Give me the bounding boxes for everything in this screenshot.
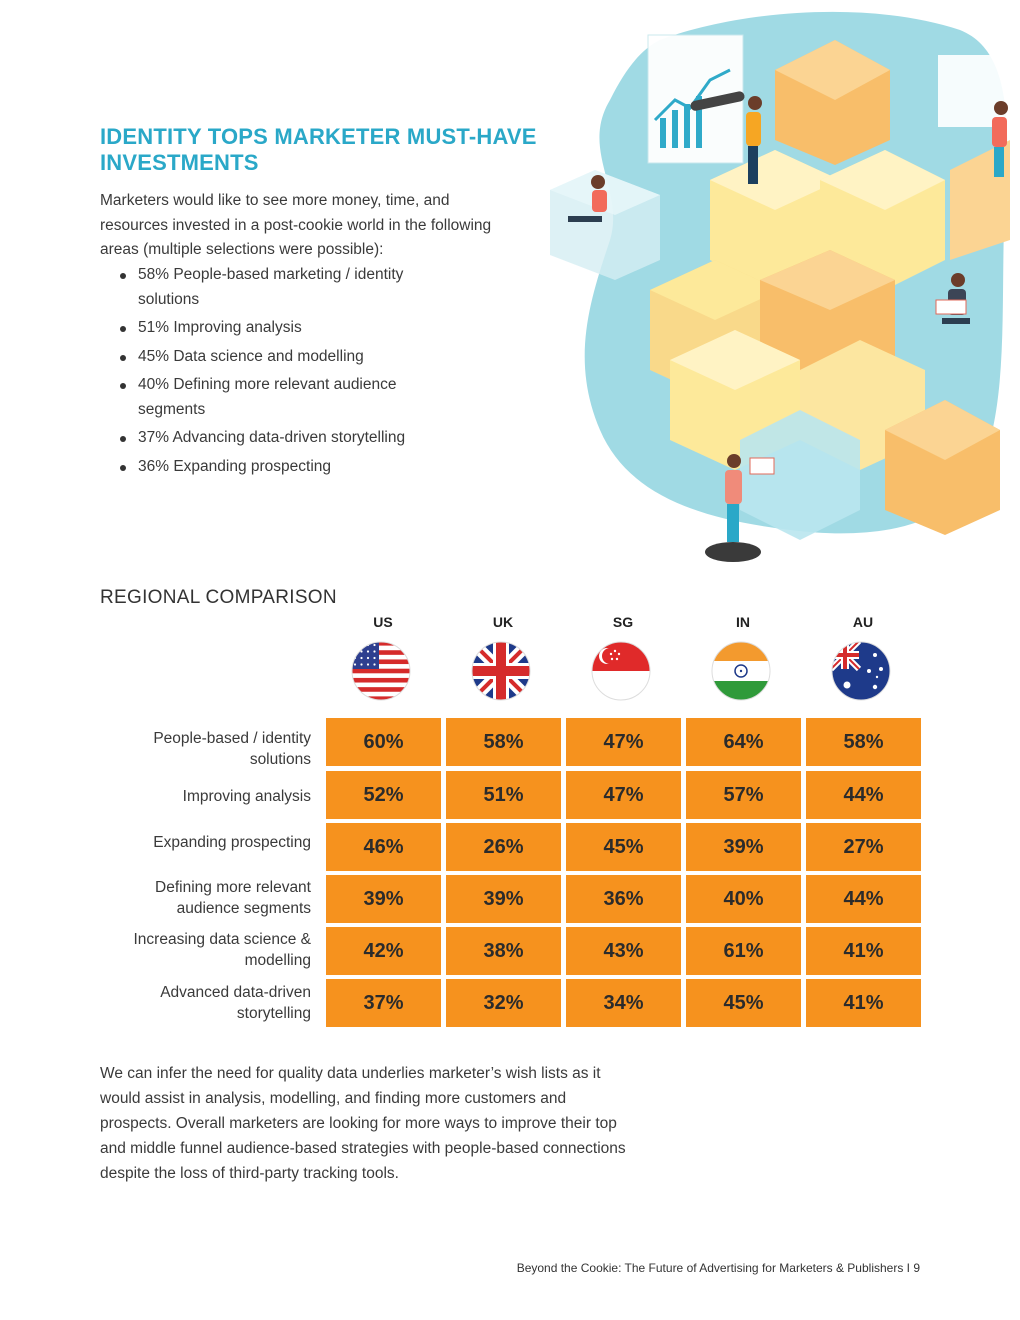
column-header-sg: SG xyxy=(612,614,634,630)
table-cell: 45% xyxy=(566,823,681,871)
investment-list-item: 58% People-based marketing / identity solutions xyxy=(100,263,460,312)
uk-flag-icon xyxy=(471,641,531,701)
table-cell: 26% xyxy=(446,823,561,871)
table-cell: 64% xyxy=(686,718,801,766)
row-label: Defining more relevant audience segments xyxy=(155,879,311,917)
row-label: Advanced data-driven storytelling xyxy=(160,984,311,1022)
table-cell: 38% xyxy=(446,927,561,975)
row-label: Increasing data science & modelling xyxy=(133,931,311,969)
table-cell: 45% xyxy=(686,979,801,1027)
page-footer: Beyond the Cookie: The Future of Advertising for Marketers & Publishers I 9 xyxy=(516,1261,920,1275)
table-cell: 60% xyxy=(326,718,441,766)
table-cell: 43% xyxy=(566,927,681,975)
table-cell: 47% xyxy=(566,771,681,819)
table-cell: 57% xyxy=(686,771,801,819)
table-cell: 61% xyxy=(686,927,801,975)
table-cell: 36% xyxy=(566,875,681,923)
us-flag-icon xyxy=(351,641,411,701)
column-header-au: AU xyxy=(852,614,874,630)
table-cell: 40% xyxy=(686,875,801,923)
row-label: Improving analysis xyxy=(182,788,311,805)
sg-flag-icon xyxy=(591,641,651,701)
table-cell: 27% xyxy=(806,823,921,871)
investment-list-item: 45% Data science and modelling xyxy=(100,345,460,370)
table-cell: 41% xyxy=(806,979,921,1027)
column-header-uk: UK xyxy=(492,614,514,630)
in-flag-icon xyxy=(711,641,771,701)
au-flag-icon xyxy=(831,641,891,701)
investment-list-item: 36% Expanding prospecting xyxy=(100,455,460,480)
investment-list-item: 37% Advancing data-driven storytelling xyxy=(100,426,460,451)
table-cell: 46% xyxy=(326,823,441,871)
table-cell: 42% xyxy=(326,927,441,975)
table-cell: 44% xyxy=(806,875,921,923)
conclusion-paragraph: We can infer the need for quality data underlies marketer’s wish lists as it would assist in analysis, modelling, and finding more customers and prospects. Overall marketers are looking for more ways to improve their top and middle funnel audience-based strategies with people-based connections despite the loss of third-party tracking tools. xyxy=(100,1065,626,1182)
table-cell: 51% xyxy=(446,771,561,819)
table-cell: 41% xyxy=(806,927,921,975)
table-cell: 47% xyxy=(566,718,681,766)
table-cell: 39% xyxy=(686,823,801,871)
intro-paragraph: Marketers would like to see more money, time, and resources invested in a post-cookie world in the following areas (multiple selections were possible): xyxy=(100,192,492,258)
table-cell: 39% xyxy=(326,875,441,923)
column-header-in: IN xyxy=(736,614,750,630)
table-cell: 34% xyxy=(566,979,681,1027)
investment-list xyxy=(100,263,460,483)
investment-list-item: 40% Defining more relevant audience segments xyxy=(100,373,460,422)
regional-comparison-title: REGIONAL COMPARISON xyxy=(100,587,337,608)
isometric-cubes-illustration xyxy=(540,0,1010,575)
table-cell: 58% xyxy=(806,718,921,766)
table-cell: 52% xyxy=(326,771,441,819)
column-header-us: US xyxy=(373,614,393,630)
table-cell: 37% xyxy=(326,979,441,1027)
row-label: People-based / identity solutions xyxy=(153,730,311,768)
table-cell: 39% xyxy=(446,875,561,923)
investment-list-item: 51% Improving analysis xyxy=(100,316,460,341)
table-cell: 32% xyxy=(446,979,561,1027)
table-cell: 44% xyxy=(806,771,921,819)
page-title: IDENTITY TOPS MARKETER MUST-HAVE INVESTMENTS xyxy=(100,124,537,175)
row-label: Expanding prospecting xyxy=(153,834,311,851)
table-cell: 58% xyxy=(446,718,561,766)
